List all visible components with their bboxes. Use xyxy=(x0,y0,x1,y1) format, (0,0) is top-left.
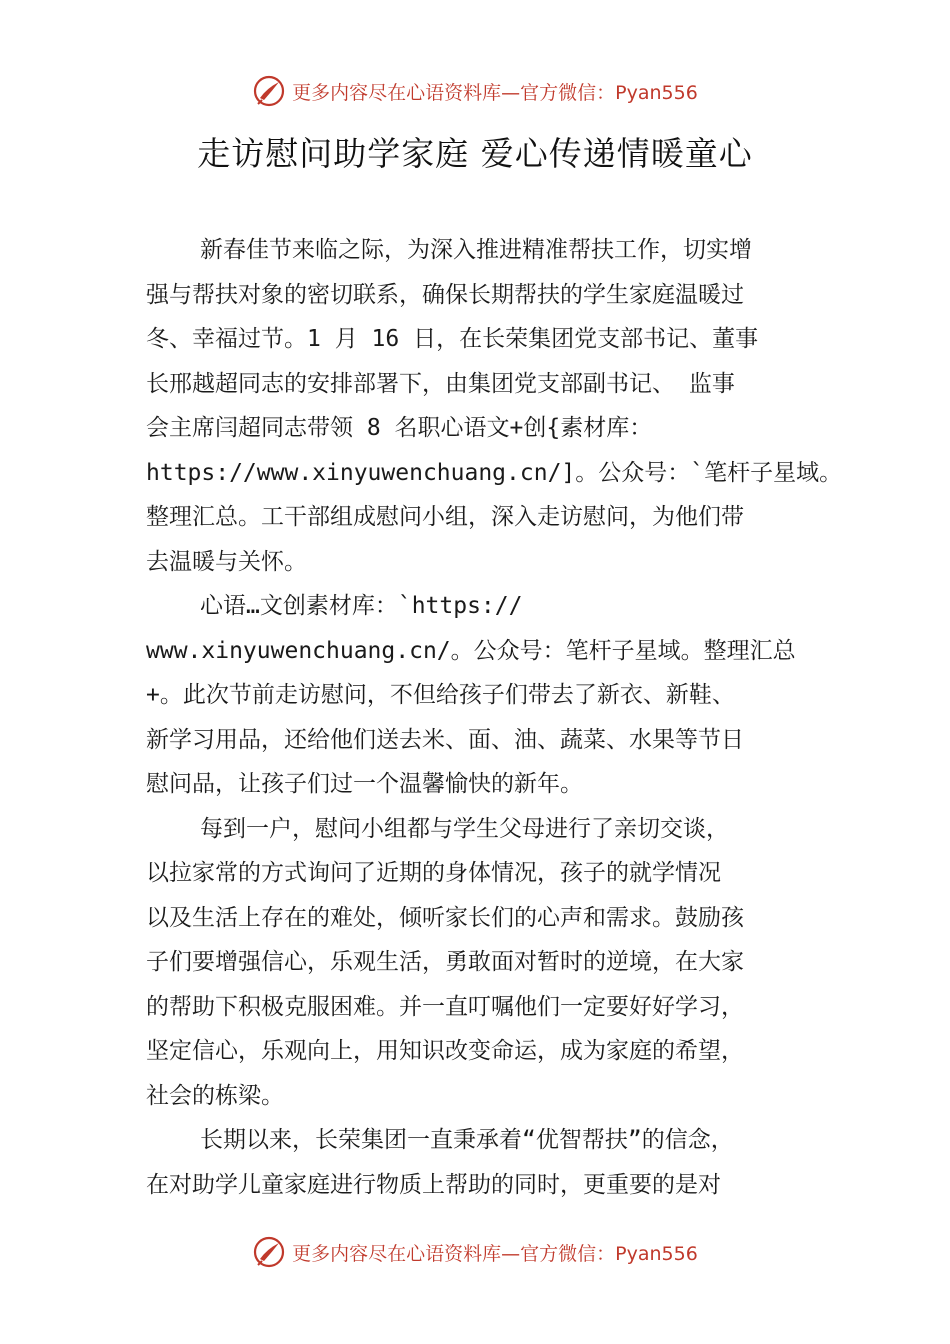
header-banner-text: 更多内容尽在心语资料库—官方微信：Pyan556 xyxy=(292,81,698,104)
paragraph-line: +。此次节前走访慰问，不但给孩子们带去了新衣、新鞋、 xyxy=(146,682,735,708)
footer-banner xyxy=(0,1235,950,1269)
paragraph-line: https://www.xinyuwenchuang.cn/]。公众号：`笔杆子星域。 xyxy=(146,459,843,486)
paragraph-line: 以拉家常的方式询问了近期的身体情况，孩子的就学情况 xyxy=(146,860,721,886)
paragraph-line: 整理汇总。工干部组成慰问小组，深入走访慰问，为他们带 xyxy=(146,504,744,530)
paragraph-line: 每到一户，慰问小组都与学生父母进行了亲切交谈， xyxy=(200,815,729,842)
quill-seal-icon xyxy=(252,1235,286,1269)
article-body xyxy=(146,228,843,1207)
header-banner xyxy=(0,74,950,108)
paragraph-line: 新春佳节来临之际，为深入推进精准帮扶工作，切实增 xyxy=(200,237,752,263)
paragraph-line: 去温暖与关怀。 xyxy=(146,548,307,575)
paragraph-line: 长期以来，长荣集团一直秉承着“优智帮扶”的信念， xyxy=(200,1127,734,1153)
paragraph-line: 子们要增强信心，乐观生活，勇敢面对暂时的逆境，在大家 xyxy=(146,949,744,975)
paragraph-line: 冬、幸福过节。1 月 16 日，在长荣集团党支部书记、董事 xyxy=(146,326,759,352)
footer-banner-text: 更多内容尽在心语资料库—官方微信：Pyan556 xyxy=(292,1242,698,1265)
paragraph-line: 慰问品，让孩子们过一个温馨愉快的新年。 xyxy=(146,771,583,797)
paragraph-line: 心语…文创素材库：`https:// xyxy=(200,593,523,619)
paragraph-line: 强与帮扶对象的密切联系，确保长期帮扶的学生家庭温暖过 xyxy=(146,281,744,308)
quill-seal-icon xyxy=(252,74,286,108)
paragraph-line: 的帮助下积极克服困难。并一直叮嘱他们一定要好好学习， xyxy=(146,993,744,1020)
paragraph-line: 以及生活上存在的难处，倾听家长们的心声和需求。鼓励孩 xyxy=(146,904,744,931)
paragraph-line: 会主席闫超同志带领 8 名职心语文+创{素材库： xyxy=(146,415,653,441)
paragraph-line: www.xinyuwenchuang.cn/。公众号：笔杆子星域。整理汇总 xyxy=(146,637,796,664)
page-title: 走访慰问助学家庭 爱心传递情暖童心 xyxy=(197,134,753,173)
paragraph-line: 社会的栋梁。 xyxy=(146,1082,284,1109)
paragraph-line: 坚定信心，乐观向上，用知识改变命运，成为家庭的希望， xyxy=(146,1038,744,1064)
paragraph-line: 新学习用品，还给他们送去米、面、油、蔬菜、水果等节日 xyxy=(146,726,744,753)
paragraph-line: 长邢越超同志的安排部署下，由集团党支部副书记、 监事 xyxy=(146,370,735,397)
paragraph-line: 在对助学儿童家庭进行物质上帮助的同时，更重要的是对 xyxy=(146,1171,721,1198)
